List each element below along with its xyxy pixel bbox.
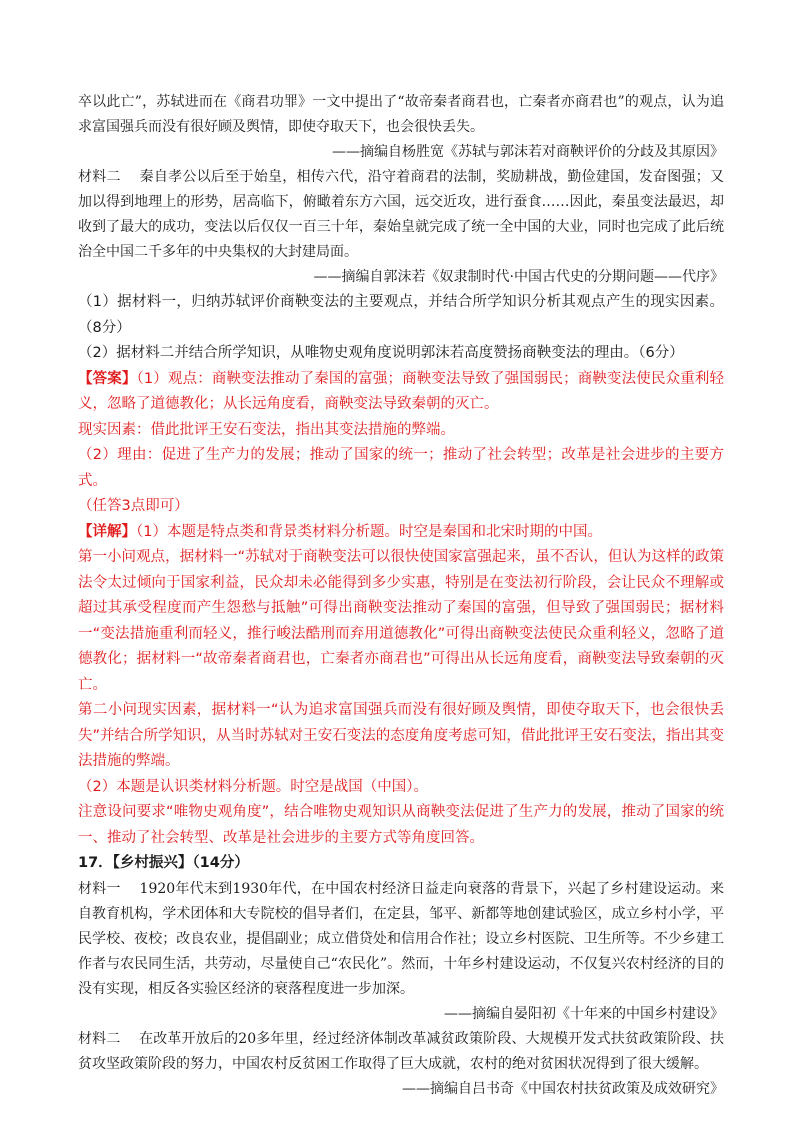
document-page xyxy=(78,90,724,1102)
question-2: （2）据材料二并结合所学知识，从唯物史观角度说明郭沫若高度赞扬商鞅变法的理由。（6分） xyxy=(78,345,684,361)
material1-source: ——摘编自杨胜宽《苏轼与郭沫若对商鞅评价的分歧及其原因》 xyxy=(332,144,724,160)
q17-material1-text: 1920年代末到1930年代，在中国农村经济日益走向衰落的背景下，兴起了乡村建设运动。来自教育机构，学术团体和大专院校的倡导者们，在定县，邹平、新都等地创建试验区，成立乡村小学，平民学校、夜校；改良农业，提倡副业；成立借贷处和信用合作社；设立乡村医院、卫生所等。不少乡建工作者与农民同生活，共劳动，尽量使自己“农民化”。然而，十年乡村建设运动，不仅复兴农村经济的目的没有实现，相反各实验区经济的衰落程度进一步加深。 xyxy=(78,880,724,997)
answer-1: （1）观点：商鞅变法推动了秦国的富强；商鞅变法导致了强国弱民；商鞅变法使民众重利轻义，忽略了道德教化；从长远角度看，商鞅变法导致秦朝的灭亡。 xyxy=(78,370,724,412)
answer-block xyxy=(78,367,724,418)
material2 xyxy=(78,165,724,265)
question-1: （1）据材料一，归纳苏轼评价商鞅变法的主要观点，并结合所学知识分析其观点产生的现实因素。（8分） xyxy=(78,294,724,336)
material2-source: ——摘编自郭沫若《奴隶制时代·中国古代史的分期问题——代序》 xyxy=(313,269,724,285)
answer-1b: 现实因素：借此批评王安石变法，指出其变法措施的弊端。 xyxy=(78,421,455,438)
detail-block xyxy=(78,520,724,546)
q17-material1-label: 材料一 xyxy=(78,880,121,897)
question-17-title: 17．【乡村振兴】（14分） xyxy=(78,855,249,871)
detail-1: （1）本题是特点类和背景类材料分析题。时空是秦国和北宋时期的中国。 xyxy=(136,523,602,540)
material2-text: 秦自孝公以后至于始皇，相传六代，沿守着商君的法制，奖励耕战，勤俭建国，发奋图强；又加以得到地理上的形势，居高临下，俯瞰着东方六国，远交近攻，进行蚕食……因此，秦虽变法最迟，却收到了最大的成功，变法以后仅仅一百三十年，秦始皇就完成了统一全中国的大业，同时也完成了此后统治全中国二千多年的中央集权的大封建局面。 xyxy=(78,169,724,260)
detail-2: 第一小问观点，据材料一“苏轼对于商鞅变法可以很快使国家富强起来，虽不否认，但认为这样的政策法令太过倾向于国家利益，民众却未必能得到多少实惠，特别是在变法初行阶段，会让民众不理解或超过其承受程度而产生怨愁与抵触”可得出商鞅变法推动了秦国的富强，但导致了强国弱民；据材料一“变法措施重利而轻义，推行峻法酷刑而弃用道德教化”可得出商鞅变法使民众重利轻义，忽略了道德教化；据材料一“故帝秦者商君也，亡秦者亦商君也”可得出从长远角度看，商鞅变法导致秦朝的灭亡。 xyxy=(78,549,724,693)
q17-material2-text: 在改革开放后的20多年里，经过经济体制改革减贫政策阶段、大规模开发式扶贫政策阶段、扶贫攻坚政策阶段的努力，中国农村反贫困工作取得了巨大成就，农村的绝对贫困状况得到了很大缓解。 xyxy=(78,1030,725,1072)
detail-4: （2）本题是认识类材料分析题。时空是战国（中国）。 xyxy=(78,778,428,795)
question-17-heading xyxy=(78,851,724,877)
answer-2: （2）理由：促进了生产力的发展；推动了国家的统一；推动了社会转型；改革是社会进步的主要方式。 xyxy=(78,447,724,489)
detail-5: 注意设问要求“唯物史观角度”，结合唯物史观知识从商鞅变法促进了生产力的发展，推动了国家的统一、推动了社会转型、改革是社会进步的主要方式等角度回答。 xyxy=(78,804,724,846)
q17-material2 xyxy=(78,1027,724,1077)
q17-material2-source: ——摘编自吕书奇《中国农村扶贫政策及成效研究》 xyxy=(402,1080,724,1097)
material1-tail: 卒以此亡”，苏轼进而在《商君功罪》一文中提出了“故帝秦者商君也，亡秦者亦商君也”的观点，认为追求富国强兵而没有很好顾及舆情，即使夺取天下，也会很快丢失。 xyxy=(78,94,724,135)
q17-material1 xyxy=(78,877,724,1002)
detail-3: 第二小问现实因素，据材料一“认为追求富国强兵而没有很好顾及舆情，即使夺取天下，也会很快丢失”并结合所学知识，从当时苏轼对王安石变法的态度角度考虑可知，借此批评王安石变法，指出其变法措施的弊端。 xyxy=(78,702,724,769)
q17-material2-label: 材料二 xyxy=(78,1030,121,1047)
detail-label: 【详解】 xyxy=(78,523,136,540)
q17-material1-source: ——摘编自晏阳初《十年来的中国乡村建设》 xyxy=(444,1005,724,1022)
material2-label: 材料二 xyxy=(78,169,121,185)
answer-2b: （任答3点即可） xyxy=(78,498,189,514)
answer-label: 【答案】 xyxy=(78,370,137,387)
